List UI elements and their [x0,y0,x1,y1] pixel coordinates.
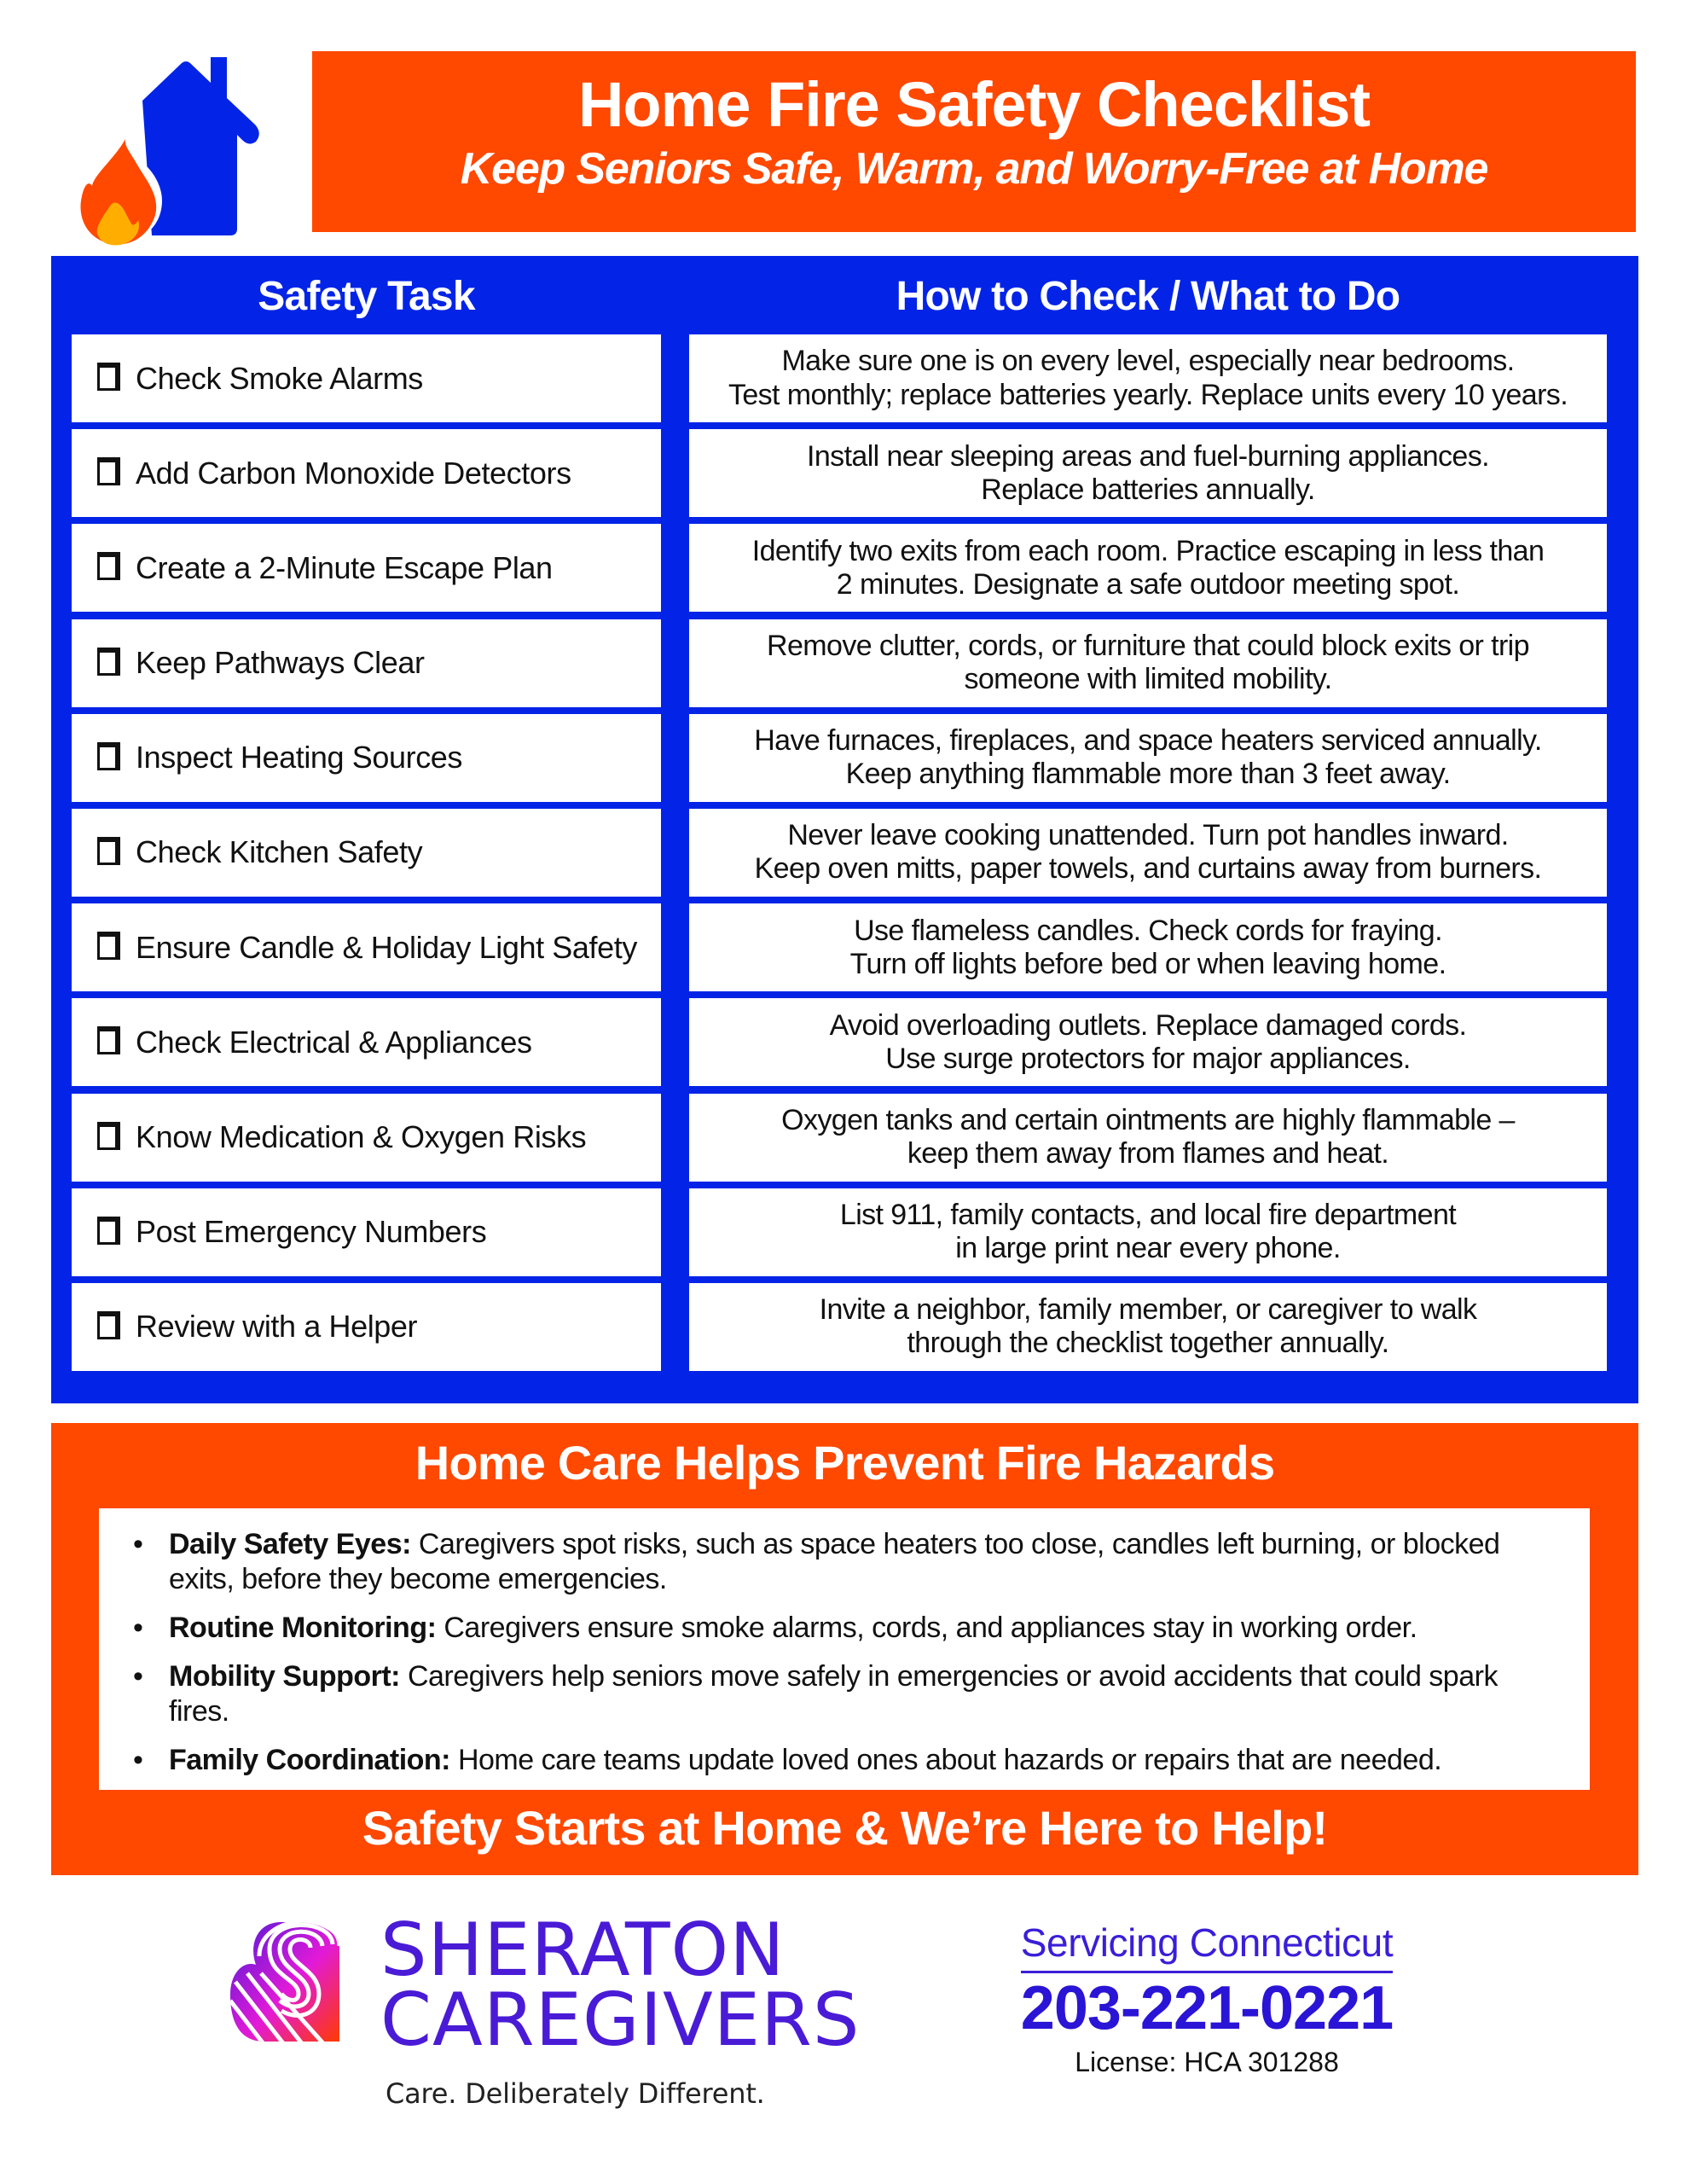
item-text: Home care teams update loved ones about hazards or repairs that are needed. [450,1744,1442,1776]
checklist-rows [72,334,1607,1378]
checklist-table [51,256,1638,1403]
table-row [72,619,1607,707]
fingerprint-heart-icon [230,1922,339,2050]
task-label: Check Smoke Alarms [136,360,423,396]
how-line: Make sure one is on every level, especially near bedrooms. [781,345,1515,378]
how-line: Use surge protectors for major appliances. [885,1042,1411,1075]
task-label: Post Emergency Numbers [136,1214,487,1250]
checkbox-icon[interactable] [97,1026,120,1054]
bullet-icon: • [133,1744,143,1776]
how-line: Keep anything flammable more than 3 feet away. [845,758,1451,791]
how-line: through the checklist together annually. [907,1327,1389,1360]
how-cell [689,524,1607,612]
task-cell[interactable] [72,903,661,991]
how-line: Avoid overloading outlets. Replace damaged cords. [829,1008,1467,1042]
table-row [72,429,1607,517]
task-cell[interactable] [72,524,661,612]
page-title: Home Fire Safety Checklist [577,69,1371,140]
table-row [72,714,1607,802]
how-line: Oxygen tanks and certain ointments are highly flammable – [781,1103,1515,1136]
how-line: keep them away from flames and heat. [907,1137,1389,1170]
table-row [72,334,1607,422]
task-cell[interactable] [72,429,661,517]
task-cell[interactable] [72,809,661,897]
task-label: Know Medication & Oxygen Risks [136,1119,587,1154]
how-line: Turn off lights before bed or when leaving home. [849,947,1446,980]
item-label: Family Coordination: [169,1744,450,1776]
how-line: in large print near every phone. [955,1232,1341,1265]
checkbox-icon[interactable] [97,363,120,391]
table-row [72,1094,1607,1182]
task-label: Check Kitchen Safety [136,834,423,870]
checkbox-icon[interactable] [97,837,120,865]
how-line: Keep oven mitts, paper towels, and curtains away from burners. [754,852,1542,886]
list-item [133,1743,1564,1778]
how-cell [689,998,1607,1086]
brand-name-line2: CAREGIVERS [380,1978,861,2063]
home-care-section [51,1423,1638,1875]
table-row [72,809,1607,897]
contact-block [989,1920,1424,2078]
how-cell [689,714,1607,802]
how-line: Test monthly; replace batteries yearly. Replace units every 10 years. [728,378,1568,411]
task-cell[interactable] [72,334,661,422]
phone-number[interactable]: 203-221-0221 [1020,1974,1394,2042]
how-cell [689,429,1607,517]
list-item [133,1611,1564,1646]
checkbox-icon[interactable] [97,457,120,485]
checkbox-icon[interactable] [97,742,120,770]
checkbox-icon[interactable] [97,1311,120,1339]
how-line: 2 minutes. Designate a safe outdoor meeting spot. [836,567,1460,601]
item-label: Routine Monitoring: [169,1612,437,1644]
how-line: Have furnaces, fireplaces, and space heaters serviced annually. [754,724,1542,758]
task-label: Inspect Heating Sources [136,740,463,775]
license-number: License: HCA 301288 [1075,2046,1339,2077]
how-line: List 911, family contacts, and local fire department [839,1199,1457,1232]
house-fire-icon [43,51,299,247]
home-care-title: Home Care Helps Prevent Fire Hazards [415,1436,1275,1490]
bullet-icon: • [133,1528,143,1560]
how-line: Identify two exits from each room. Practice escaping in less than [751,534,1545,567]
bullet-icon: • [133,1660,143,1693]
how-cell [689,809,1607,897]
task-label: Keep Pathways Clear [136,645,425,681]
table-row [72,903,1607,991]
home-care-footer: Safety Starts at Home & We’re Here to Help! [362,1801,1328,1855]
task-label: Review with a Helper [136,1309,418,1345]
checkbox-icon[interactable] [97,932,120,960]
how-line: Never leave cooking unattended. Turn pot handles inward. [787,819,1509,852]
task-cell[interactable] [72,1094,661,1182]
brand-name [380,1908,861,2063]
bullet-icon: • [133,1612,143,1644]
brand-tagline: Care. Deliberately Different. [386,2077,765,2110]
checkbox-icon[interactable] [97,1122,120,1150]
checkbox-icon[interactable] [97,1217,120,1245]
task-label: Add Carbon Monoxide Detectors [136,455,571,491]
task-cell[interactable] [72,714,661,802]
header-banner [312,51,1636,232]
how-line: Install near sleeping areas and fuel-burning appliances. [807,439,1489,473]
how-line: Remove clutter, cords, or furniture that could block exits or trip [767,629,1529,662]
checkbox-icon[interactable] [97,648,120,676]
table-row [72,1188,1607,1276]
table-row [72,524,1607,612]
item-label: Mobility Support: [169,1660,401,1693]
task-cell[interactable] [72,1188,661,1276]
how-cell [689,619,1607,707]
checkbox-icon[interactable] [97,552,120,580]
how-line: Replace batteries annually. [981,473,1315,506]
task-cell[interactable] [72,998,661,1086]
list-item [133,1527,1564,1597]
item-text: Caregivers ensure smoke alarms, cords, and appliances stay in working order. [436,1612,1417,1644]
home-care-list [133,1527,1564,1778]
how-cell [689,1188,1607,1276]
task-label: Create a 2-Minute Escape Plan [136,549,553,585]
task-label: Check Electrical & Appliances [136,1024,532,1060]
task-label: Ensure Candle & Holiday Light Safety [136,929,637,965]
brand-name-line1: SHERATON [380,1908,786,1993]
item-text: Caregivers spot risks, such as space heaters too close, candles left burning, or blocked exits, before they become emergencies. [169,1528,1500,1595]
home-care-list-box [99,1508,1590,1790]
how-line: Invite a neighbor, family member, or caregiver to walk [819,1293,1477,1327]
how-cell [689,1094,1607,1182]
column-header-task: Safety Task [258,274,475,319]
table-row [72,1283,1607,1371]
column-header-how: How to Check / What to Do [896,274,1400,319]
list-item [133,1659,1564,1729]
how-cell [689,903,1607,991]
table-row [72,998,1607,1086]
how-line: someone with limited mobility. [964,663,1332,696]
item-label: Daily Safety Eyes: [169,1528,411,1560]
page-subtitle: Keep Seniors Safe, Warm, and Worry-Free at Home [460,144,1488,195]
task-cell[interactable] [72,1283,661,1371]
task-cell[interactable] [72,619,661,707]
how-line: Use flameless candles. Check cords for fraying. [854,914,1442,947]
item-text: Caregivers help seniors move safely in emergencies or avoid accidents that could spark fires. [169,1660,1498,1728]
how-cell [689,334,1607,422]
how-cell [689,1283,1607,1371]
service-area: Servicing Connecticut [1021,1920,1393,1973]
brand-logo [230,1908,861,2111]
